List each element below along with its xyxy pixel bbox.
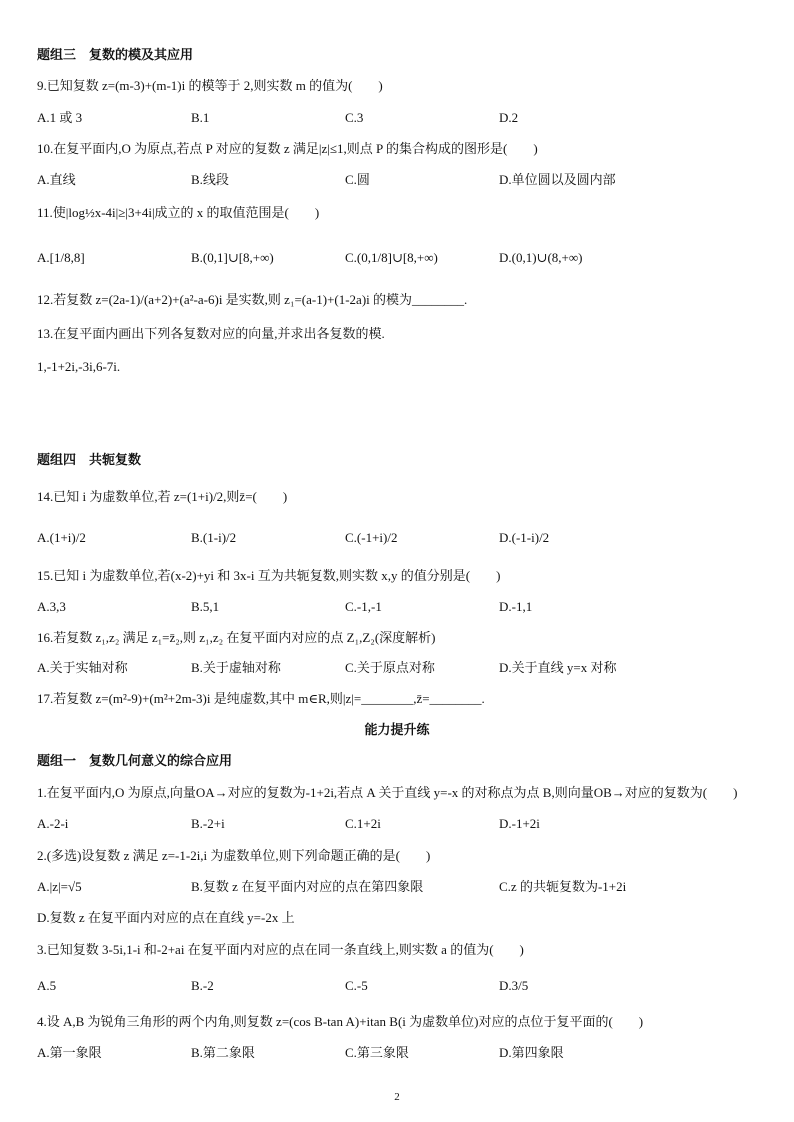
p3-option-a: A.5	[37, 978, 57, 993]
q9-option-a: A.1 或 3	[37, 110, 83, 125]
p1-option-b: B.-2+i	[191, 816, 225, 831]
q11-option-d: D.(0,1)∪(8,+∞)	[499, 250, 583, 265]
p2-option-a: A.|z|=√5	[37, 879, 82, 894]
p3-option-b: B.-2	[191, 978, 214, 993]
q10-option-c: C.圆	[345, 172, 370, 187]
q9-option-c: C.3	[345, 110, 364, 125]
q16-option-d: D.关于直线 y=x 对称	[499, 660, 617, 675]
question-15: 15.已知 i 为虚数单位,若(x-2)+yi 和 3x-i 互为共轭复数,则实数 x,y 的值分别是( )	[37, 568, 501, 583]
q15-option-a: A.3,3	[37, 599, 66, 614]
question-17: 17.若复数 z=(m²-9)+(m²+2m-3)i 是纯虚数,其中 m∈R,则|z|=________,z̄=________.	[37, 691, 485, 706]
q11-option-b: B.(0,1]∪[8,+∞)	[191, 250, 274, 265]
q10-option-d: D.单位圆以及圆内部	[499, 172, 616, 187]
p1-option-a: A.-2-i	[37, 816, 69, 831]
problem-3: 3.已知复数 3-5i,1-i 和-2+ai 在复平面内对应的点在同一条直线上,则实数 a 的值为( )	[37, 942, 524, 957]
p2-option-c: C.z 的共轭复数为-1+2i	[499, 879, 627, 894]
q9-option-d: D.2	[499, 110, 519, 125]
p4-option-d: D.第四象限	[499, 1045, 564, 1060]
question-14: 14.已知 i 为虚数单位,若 z=(1+i)/2,则z̄=( )	[37, 489, 288, 504]
q10-option-b: B.线段	[191, 172, 229, 187]
section-title-group1: 题组一 复数几何意义的综合应用	[37, 753, 233, 768]
page-number: 2	[394, 1091, 400, 1103]
problem-1: 1.在复平面内,O 为原点,向量OA→对应的复数为-1+2i,若点 A 关于直线 y=-x 的对称点为点 B,则向量OB→对应的复数为( )	[37, 785, 738, 800]
question-12: 12.若复数 z=(2a-1)/(a+2)+(a²-a-6)i 是实数,则 z₁=(a-1)+(1-2a)i 的模为________.	[37, 292, 468, 307]
question-13: 13.在复平面内画出下列各复数对应的向量,并求出各复数的模.	[37, 326, 385, 341]
p2-option-b: B.复数 z 在复平面内对应的点在第四象限	[191, 879, 424, 894]
section-title-group3: 题组三 复数的模及其应用	[37, 47, 194, 62]
q14-option-c: C.(-1+i)/2	[345, 530, 398, 545]
section-title-ability: 能力提升练	[364, 722, 430, 737]
q15-option-b: B.5,1	[191, 599, 220, 614]
p4-option-b: B.第二象限	[191, 1045, 255, 1060]
question-11: 11.使|log½x-4i|≥|3+4i|成立的 x 的取值范围是( )	[37, 205, 320, 220]
problem-4: 4.设 A,B 为锐角三角形的两个内角,则复数 z=(cos B-tan A)+itan B(i 为虚数单位)对应的点位于复平面的( )	[37, 1014, 644, 1029]
question-16: 16.若复数 z₁,z₂ 满足 z₁=z̄₂,则 z₁,z₂ 在复平面内对应的点 Z₁,Z₂(深度解析)	[37, 630, 436, 645]
question-9: 9.已知复数 z=(m-3)+(m-1)i 的模等于 2,则实数 m 的值为( )	[37, 78, 383, 93]
p4-option-a: A.第一象限	[37, 1045, 102, 1060]
question-10: 10.在复平面内,O 为原点,若点 P 对应的复数 z 满足|z|≤1,则点 P 的集合构成的图形是( )	[37, 141, 538, 156]
p3-option-d: D.3/5	[499, 978, 529, 993]
q15-option-c: C.-1,-1	[345, 599, 382, 614]
q16-option-a: A.关于实轴对称	[37, 660, 128, 675]
q16-option-c: C.关于原点对称	[345, 660, 435, 675]
p1-option-d: D.-1+2i	[499, 816, 540, 831]
q11-option-a: A.[1/8,8]	[37, 250, 85, 265]
p4-option-c: C.第三象限	[345, 1045, 409, 1060]
q11-option-c: C.(0,1/8]∪[8,+∞)	[345, 250, 438, 265]
p3-option-c: C.-5	[345, 978, 368, 993]
q16-option-b: B.关于虚轴对称	[191, 660, 281, 675]
p2-option-d: D.复数 z 在复平面内对应的点在直线 y=-2x 上	[37, 910, 295, 925]
problem-2: 2.(多选)设复数 z 满足 z=-1-2i,i 为虚数单位,则下列命题正确的是( )	[37, 848, 431, 863]
q14-option-a: A.(1+i)/2	[37, 530, 86, 545]
section-title-group4: 题组四 共轭复数	[37, 452, 142, 467]
p1-option-c: C.1+2i	[345, 816, 381, 831]
q10-option-a: A.直线	[37, 172, 76, 187]
q14-option-b: B.(1-i)/2	[191, 530, 237, 545]
q14-option-d: D.(-1-i)/2	[499, 530, 550, 545]
question-13-list: 1,-1+2i,-3i,6-7i.	[37, 359, 121, 374]
q9-option-b: B.1	[191, 110, 210, 125]
q15-option-d: D.-1,1	[499, 599, 533, 614]
